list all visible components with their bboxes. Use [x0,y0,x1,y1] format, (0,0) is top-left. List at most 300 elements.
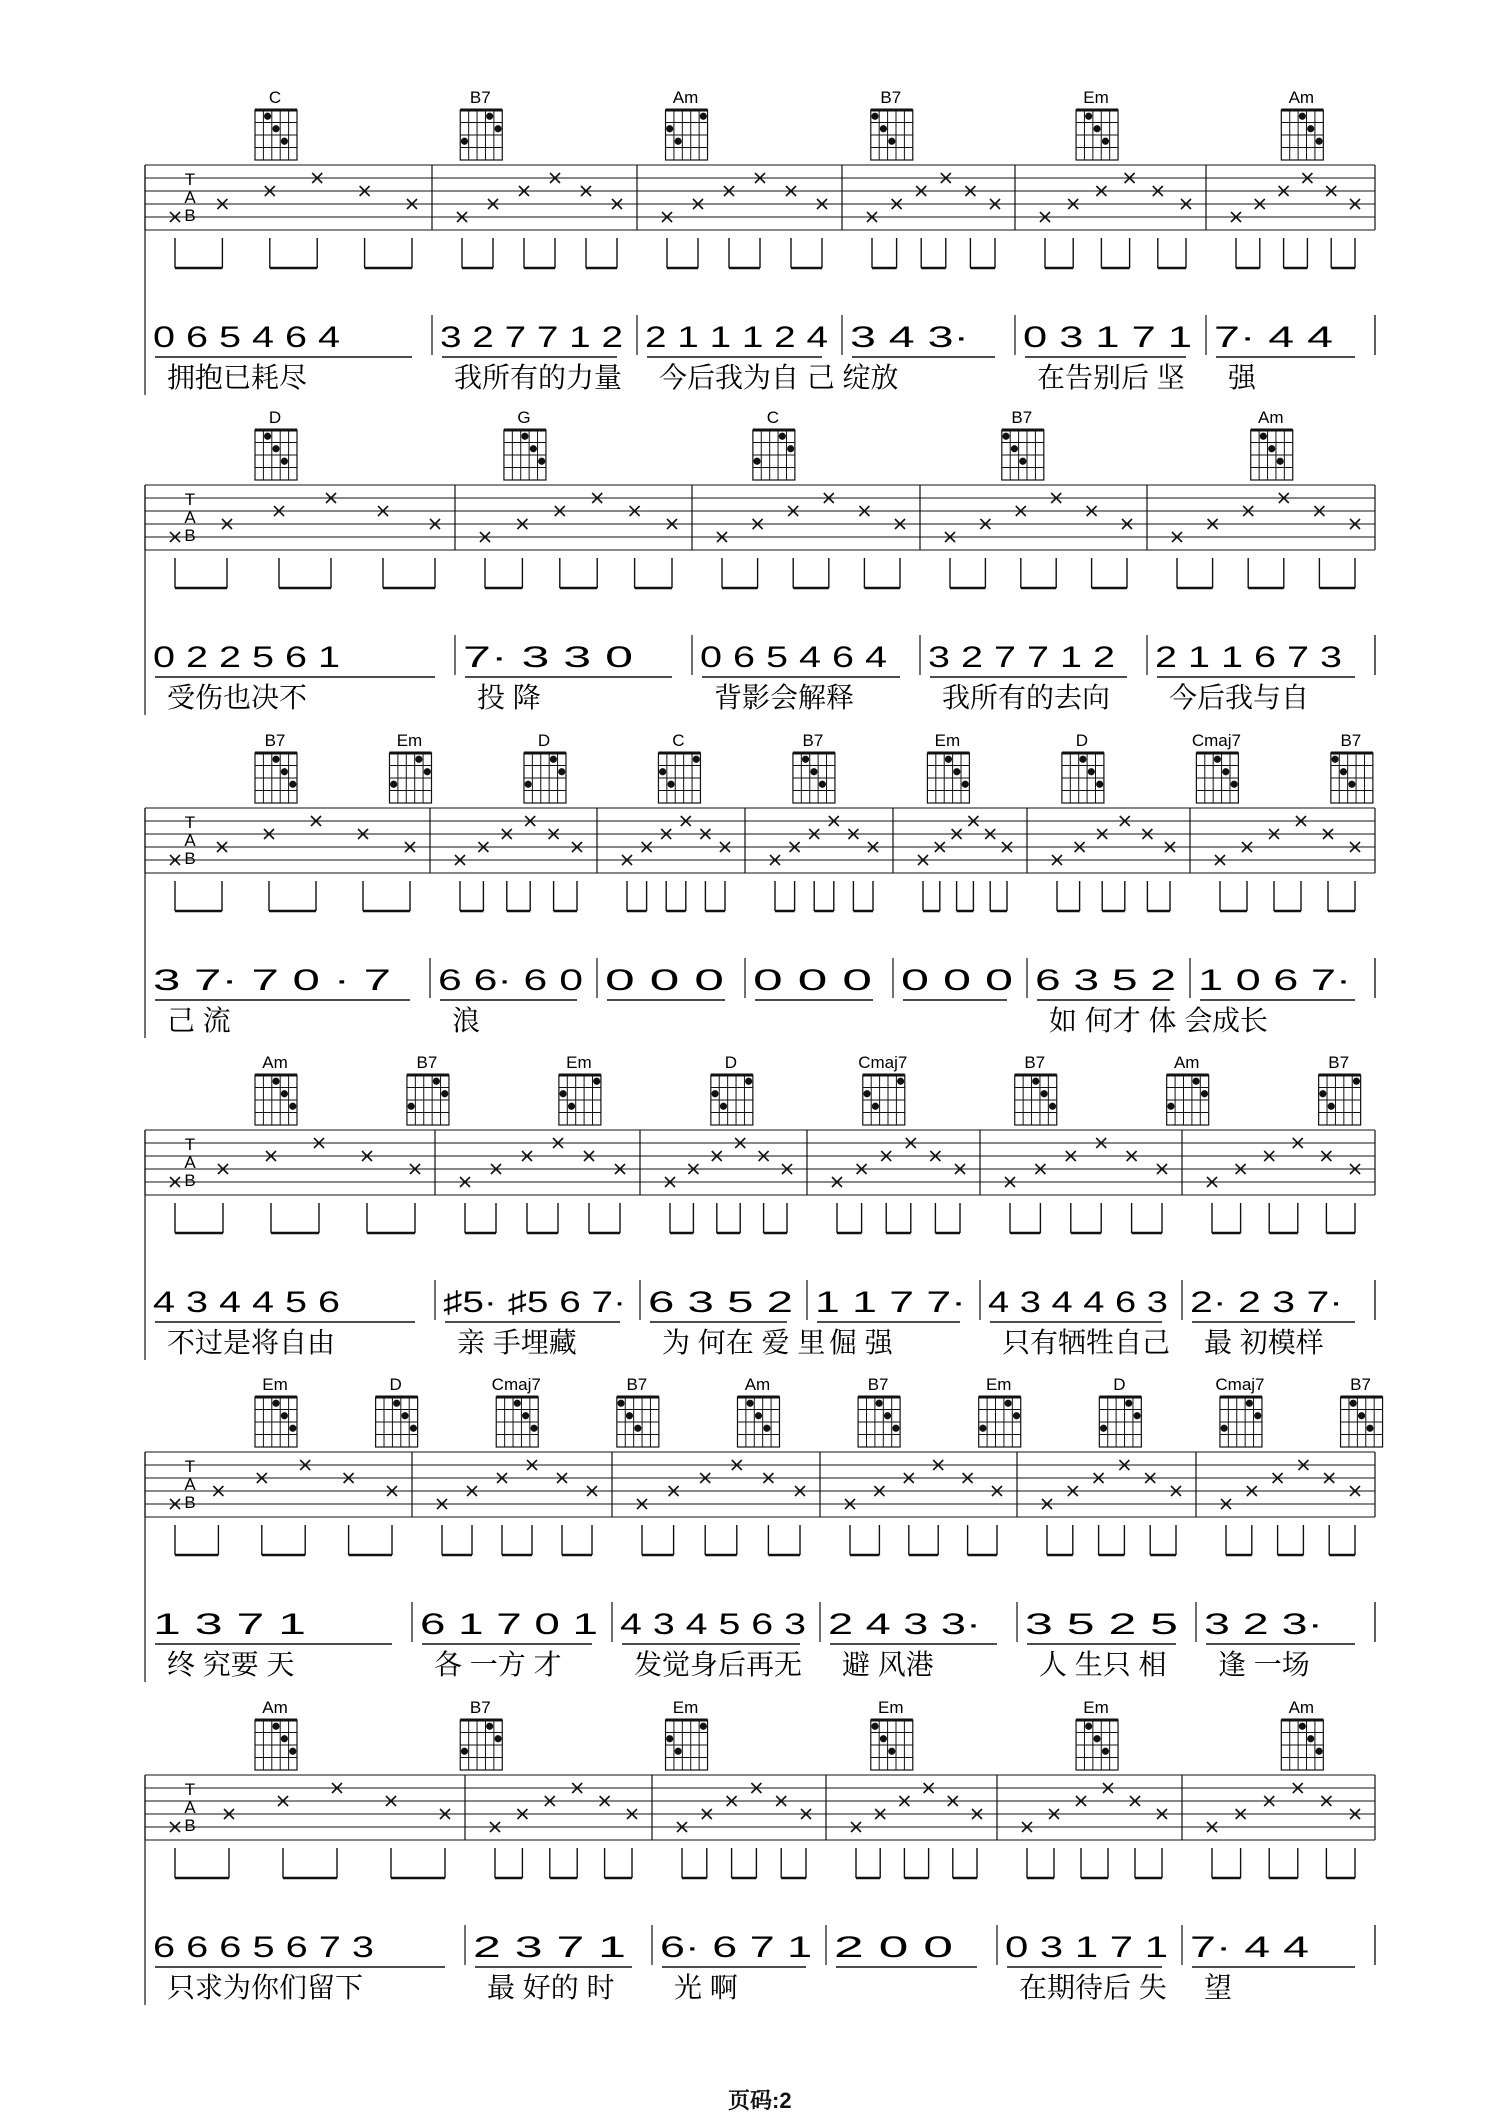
chord-diagram [658,731,700,803]
chord-name: Em [934,731,961,750]
jianpu-notes: 6 3 5 2 [648,1286,793,1319]
jianpu-notes: 3 2 3· [1204,1608,1323,1641]
finger-dot [1096,781,1103,788]
lyric-text: 浪 [452,1005,481,1036]
finger-dot [281,138,288,145]
finger-dot [521,433,528,440]
notation-measure [834,1925,997,1967]
finger-dot [888,1748,895,1755]
tab-system [145,1698,1375,2005]
finger-dot [763,1425,770,1432]
tab-clef-letter: T [184,1135,196,1154]
chord-name: Em [1083,88,1109,107]
lyric-text: 己 流 [167,1005,231,1036]
chord-diagram [407,1053,449,1125]
tab-clef-letter: B [184,1816,196,1835]
chord-name: Am [262,1053,288,1072]
notation-measure [753,958,893,1000]
finger-dot [289,781,296,788]
jianpu-notes: 6· 6 7 1 [660,1931,812,1964]
finger-dot [1340,768,1347,775]
finger-dot [272,445,279,452]
tab-clef-letter: T [184,490,196,509]
chord-diagram [979,1375,1021,1447]
jianpu-notes: 0 6 5 4 6 4 [700,641,887,674]
jianpu-notes: 6 6 6 5 6 7 3 [153,1931,374,1964]
chord-diagram [255,1698,297,1770]
chord-name: Am [1288,1698,1315,1717]
finger-dot [272,1078,279,1085]
notation-measure [440,315,637,393]
finger-dot [568,1103,575,1110]
lyric-text: 终 究要 天 [167,1649,295,1680]
chord-name: D [537,731,551,750]
lyric-text: 受伤也决不 [167,682,308,713]
finger-dot [880,125,887,132]
chord-name: Cmaj7 [1215,1375,1265,1394]
finger-dot [1019,458,1026,465]
chord-name: B7 [1328,1053,1350,1072]
notation-measure [443,1280,640,1358]
chord-name: Em [878,1698,904,1717]
finger-dot [863,1090,870,1097]
chord-diagram [1015,1053,1057,1125]
chord-diagram [255,1053,297,1125]
finger-dot [1032,1078,1039,1085]
notation-measure [605,958,745,1000]
finger-dot [1328,1103,1335,1110]
chord-diagram [927,731,969,803]
lyric-text: 不过是将自由 [167,1327,336,1358]
chord-name: Am [1257,408,1284,427]
page-number [728,2084,792,2115]
lyric-text: 背影会解释 [714,682,855,713]
finger-dot [1085,113,1092,120]
lyric-text: 最 初模样 [1204,1327,1324,1358]
finger-dot [1316,138,1323,145]
notation-measure [1198,958,1375,1036]
notation-measure [1035,958,1212,1036]
jianpu-notes: 1 1 7 7· [815,1286,966,1319]
notation-measure [1190,1925,1375,2003]
chord-name: Am [1173,1053,1200,1072]
finger-dot [1260,433,1267,440]
finger-dot [281,1090,288,1097]
chord-name: Am [744,1375,771,1394]
finger-dot [1350,1400,1357,1407]
finger-dot [675,1748,682,1755]
tab-clef-letter: A [184,831,196,850]
jianpu-notes: 3 2 7 7 1 2 [928,641,1115,674]
finger-dot [819,781,826,788]
jianpu-notes: 3 2 7 7 1 2 [440,321,623,354]
finger-dot [1307,125,1314,132]
finger-dot [810,768,817,775]
finger-dot [666,125,673,132]
notation-measure [463,635,692,713]
finger-dot [1331,756,1338,763]
jianpu-notes: 3 5 2 5 [1025,1608,1178,1641]
finger-dot [530,1425,537,1432]
lyric-text: 避 风港 [842,1649,934,1680]
chord-name: B7 [880,88,902,107]
lyric-text: 成长 [1212,1005,1269,1036]
finger-dot [872,1103,879,1110]
finger-dot [1299,1723,1306,1730]
chord-name: D [724,1053,737,1072]
finger-dot [700,113,707,120]
jianpu-notes: 0 6 5 4 6 4 [153,321,340,354]
finger-dot [289,1103,296,1110]
jianpu-notes: 0 3 1 7 1 [1005,1931,1168,1964]
finger-dot [558,768,565,775]
finger-dot [753,458,760,465]
finger-dot [433,1078,440,1085]
chord-diagram [753,408,795,480]
lyric-text: 如 何才 体 会 [1049,1005,1213,1036]
chord-name: Em [566,1053,592,1072]
chord-name: B7 [264,731,286,750]
chord-diagram [524,731,566,803]
notation-measure [1190,1280,1375,1358]
chord-name: Em [262,1375,288,1394]
finger-dot [953,768,960,775]
chord-diagram [1076,1698,1118,1770]
lyric-text: 倔 强 [829,1327,893,1358]
finger-dot [634,1425,641,1432]
tab-clef-letter: A [184,1153,196,1172]
lyric-text: 在期待后 失 [1019,1972,1167,2003]
finger-dot [787,445,794,452]
chord-name: B7 [1011,408,1033,427]
chord-name: D [389,1375,402,1394]
tab-system [145,88,1375,395]
finger-dot [675,138,682,145]
finger-dot [264,113,271,120]
jianpu-notes: 2 3 7 1 [473,1931,626,1964]
finger-dot [514,1400,521,1407]
notation-measure [153,1280,435,1358]
chord-name: B7 [802,731,824,750]
chord-diagram [376,1375,418,1447]
finger-dot [892,1425,899,1432]
notation-measure [473,1925,652,2003]
tab-system [145,731,1375,1038]
chord-diagram [460,88,502,160]
finger-dot [802,756,809,763]
finger-dot [424,768,431,775]
finger-dot [1201,1090,1208,1097]
chord-name: D [1075,731,1089,750]
chord-diagram [666,1698,708,1770]
jianpu-notes: 6 3 5 2 [1035,964,1176,997]
chord-name: B7 [867,1375,889,1394]
chord-name: B7 [1340,731,1362,750]
chord-diagram [255,731,297,803]
chord-diagram [1281,1698,1323,1770]
lyric-text: 强 [1228,362,1257,393]
lyric-text: 只求为你们留下 [167,1972,364,2003]
chord-diagram [858,1053,907,1125]
tab-system [145,408,1375,715]
tab-clef-letter: B [184,849,196,868]
chord-diagram [1002,408,1044,480]
lyric-text: 今后我为自 己 绽放 [659,362,899,393]
jianpu-notes: 1 0 6 7· [1198,964,1351,997]
tab-clef-letter: A [184,1475,196,1494]
finger-dot [720,1103,727,1110]
chord-diagram [255,88,297,160]
jianpu-notes: 7· 4 4 [1190,1931,1309,1964]
jianpu-notes: 6 6· 6 0 [438,964,583,997]
finger-dot [1192,1078,1199,1085]
chord-diagram [871,88,913,160]
finger-dot [897,1078,904,1085]
finger-dot [1011,445,1018,452]
lyric-text: 逢 一场 [1218,1649,1310,1680]
jianpu-notes: 3 7· 7 0 · 7 [153,964,391,997]
finger-dot [1348,781,1355,788]
chord-diagram [559,1053,601,1125]
finger-dot [979,1425,986,1432]
chord-diagram [1251,408,1293,480]
notation-measure [828,1602,1017,1680]
jianpu-notes: 2 0 0 [834,1931,953,1964]
finger-dot [486,1723,493,1730]
lyric-text: 我所有的去向 [942,682,1111,713]
chord-diagram [504,408,546,480]
chord-name: Em [396,731,423,750]
tab-clef-letter: B [184,206,196,225]
chord-diagram [1341,1375,1383,1447]
chord-diagram [1192,731,1241,803]
finger-dot [272,125,279,132]
lyric-text: 为 何在 爱 里 [662,1327,826,1358]
jianpu-notes: 0 0 0 [753,964,872,997]
lyric-text: 我所有的力量 [454,362,623,393]
finger-dot [755,1412,762,1419]
jianpu-notes: 2· 2 3 7· [1190,1286,1343,1319]
chord-diagram [1099,1375,1141,1447]
chord-name: Em [985,1375,1012,1394]
chord-name: C [766,408,780,427]
tab-system [145,1053,1375,1360]
finger-dot [1307,1735,1314,1742]
finger-dot [1102,138,1109,145]
finger-dot [626,1412,633,1419]
finger-dot [1049,1103,1056,1110]
finger-dot [1221,1425,1228,1432]
chord-name: C [268,88,282,107]
chord-diagram [858,1375,900,1447]
notation-measure [648,1280,825,1358]
lyric-text: 各 一方 才 [434,1649,562,1680]
finger-dot [550,756,557,763]
notation-measure [901,958,1027,1000]
finger-dot [779,433,786,440]
finger-dot [538,458,545,465]
finger-dot [1299,113,1306,120]
finger-dot [1358,1412,1365,1419]
lyric-text: 光 啊 [674,1972,738,2003]
finger-dot [1353,1078,1360,1085]
tab-clef-letter: B [184,526,196,545]
finger-dot [1002,433,1009,440]
finger-dot [393,1400,400,1407]
chord-name: B7 [626,1375,648,1394]
finger-dot [281,1735,288,1742]
notation-measure [1023,315,1206,393]
finger-dot [264,433,271,440]
finger-dot [871,1723,878,1730]
finger-dot [875,1400,882,1407]
finger-dot [1268,445,1275,452]
notation-measure [1204,1602,1375,1680]
finger-dot [1222,768,1229,775]
notation-measure [420,1602,612,1680]
jianpu-notes: 4 3 4 4 5 6 [153,1286,340,1319]
jianpu-notes: 0 0 0 [605,964,724,997]
notation-measure [1155,635,1375,713]
finger-dot [289,1425,296,1432]
finger-dot [401,1412,408,1419]
tab-clef-letter: B [184,1493,196,1512]
jianpu-notes: 7· 4 4 [1214,321,1333,354]
finger-dot [1125,1400,1132,1407]
notation-measure [1005,1925,1182,2003]
jianpu-notes: 0 0 0 [901,964,1013,997]
jianpu-notes: 2 1 1 6 7 3 [1155,641,1342,674]
lyric-text: 投 降 [477,682,541,713]
lyric-text: 拥抱已耗尽 [167,362,308,393]
finger-dot [1013,1412,1020,1419]
finger-dot [1093,1735,1100,1742]
finger-dot [1093,125,1100,132]
chord-name: Em [1083,1698,1109,1717]
finger-dot [746,1400,753,1407]
chord-diagram [1331,731,1373,803]
finger-dot [281,768,288,775]
tab-clef-letter: A [184,1798,196,1817]
finger-dot [711,1090,718,1097]
chord-diagram [666,88,708,160]
jianpu-notes: 7· 3 3 0 [463,641,633,674]
chord-diagram [1062,731,1104,803]
chord-diagram [1319,1053,1361,1125]
notation-measure [700,635,920,713]
finger-dot [745,1078,752,1085]
finger-dot [272,1723,279,1730]
chord-name: B7 [1024,1053,1046,1072]
chord-diagram [737,1375,779,1447]
lyric-text: 今后我与自 [1169,682,1310,713]
notation-measure [1025,1602,1196,1680]
finger-dot [415,756,422,763]
chord-name: Em [672,1698,699,1717]
jianpu-notes: ♯5· ♯5 6 7· [443,1286,626,1319]
finger-dot [1102,1748,1109,1755]
lyric-text: 最 好的 时 [487,1972,615,2003]
lyric-text: 只有牺牲自己 [1002,1327,1171,1358]
finger-dot [559,1090,566,1097]
finger-dot [593,1078,600,1085]
finger-dot [525,781,532,788]
notation-measure [815,1280,980,1358]
lyric-text: 发觉身后再无 [634,1649,803,1680]
finger-dot [410,1425,417,1432]
jianpu-notes: 3 4 3· [850,321,969,354]
notation-measure [438,958,597,1036]
jianpu-notes: 0 3 1 7 1 [1023,321,1192,354]
chord-diagram [255,1375,297,1447]
chord-diagram [871,1698,913,1770]
notation-measure [153,315,432,393]
finger-dot [884,1412,891,1419]
finger-dot [530,445,537,452]
finger-dot [888,138,895,145]
notation-measure [660,1925,826,2003]
finger-dot [666,1735,673,1742]
notation-measure [928,635,1147,713]
notation-measure [153,1602,412,1680]
finger-dot [1246,1400,1253,1407]
finger-dot [871,113,878,120]
finger-dot [1319,1090,1326,1097]
chord-diagram [793,731,835,803]
chord-name: B7 [469,88,491,107]
lyric-text: 在告别后 坚 [1037,362,1185,393]
notation-measure [153,958,430,1036]
jianpu-notes: 1 3 7 1 [153,1608,306,1641]
chord-name: Cmaj7 [1191,731,1241,750]
jianpu-notes: 2 1 1 1 2 4 [645,321,828,354]
finger-dot [1041,1090,1048,1097]
finger-dot [1316,1748,1323,1755]
chord-name: B7 [416,1053,438,1072]
tab-clef-letter: T [184,1457,196,1476]
finger-dot [461,1748,468,1755]
chord-diagram [255,408,297,480]
finger-dot [1214,756,1221,763]
chord-name: Cmaj7 [491,1375,541,1394]
jianpu-notes: 6 1 7 0 1 [420,1608,598,1641]
finger-dot [1005,1400,1012,1407]
notation-measure [153,1925,465,2003]
finger-dot [281,458,288,465]
chord-name: Am [672,88,699,107]
chord-diagram [617,1375,659,1447]
finger-dot [461,138,468,145]
chord-name: B7 [1350,1375,1371,1394]
chord-name: Cmaj7 [858,1053,908,1072]
tab-clef-letter: A [184,508,196,527]
finger-dot [617,1400,624,1407]
finger-dot [272,1400,279,1407]
finger-dot [880,1735,887,1742]
finger-dot [486,113,493,120]
finger-dot [272,756,279,763]
finger-dot [700,1723,707,1730]
finger-dot [281,1412,288,1419]
jianpu-notes: 2 4 3 3· [828,1608,981,1641]
finger-dot [1167,1103,1174,1110]
chord-diagram [1167,1053,1209,1125]
lyric-text: 人 生只 相 [1039,1649,1167,1680]
notation-measure [620,1602,820,1680]
chord-name: D [1113,1375,1126,1394]
finger-dot [289,1748,296,1755]
finger-dot [1134,1412,1141,1419]
